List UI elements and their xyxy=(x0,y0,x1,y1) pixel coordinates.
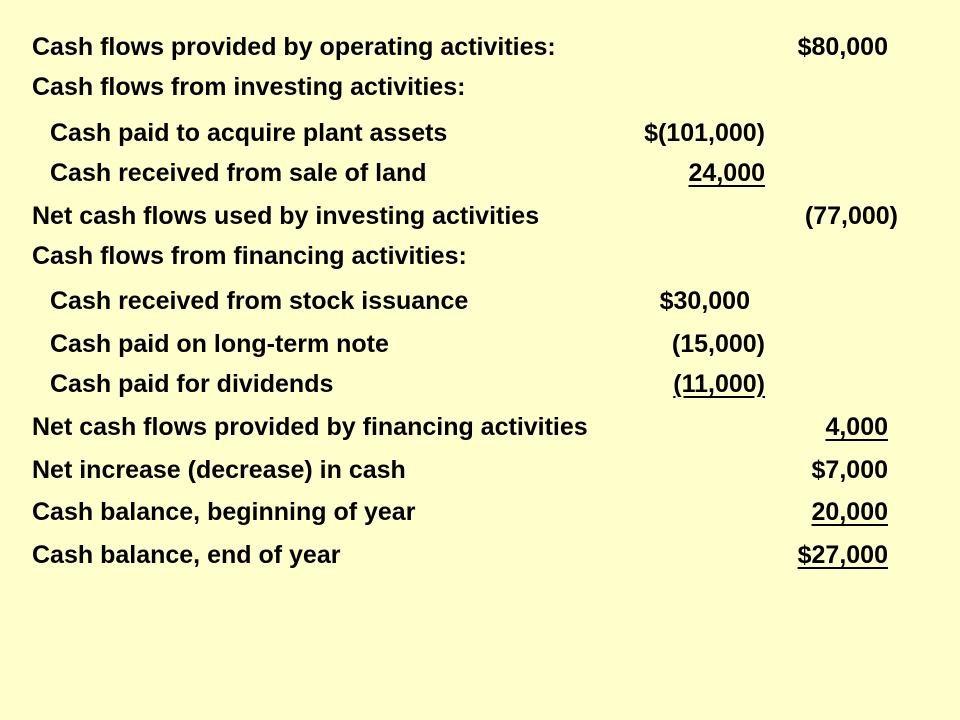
sale-of-land-amount: 24,000 xyxy=(688,159,765,187)
net-investing-label: Net cash flows used by investing activities xyxy=(32,202,540,230)
long-term-note-row xyxy=(0,324,960,364)
beginning-balance-amount: 20,000 xyxy=(811,498,888,526)
stock-issuance-row xyxy=(0,281,960,321)
net-change-amount: $7,000 xyxy=(811,456,888,484)
ending-balance-amount: $27,000 xyxy=(797,541,888,569)
sale-of-land-row xyxy=(0,153,960,193)
net-financing-label: Net cash flows provided by financing activities xyxy=(32,413,588,441)
dividends-label: Cash paid for dividends xyxy=(50,370,334,398)
net-change-row xyxy=(0,450,960,490)
net-financing-amount: 4,000 xyxy=(825,413,888,441)
stock-issuance-label: Cash received from stock issuance xyxy=(50,287,469,315)
financing-activities-header-row xyxy=(0,236,960,276)
beginning-balance-row xyxy=(0,492,960,532)
net-investing-row xyxy=(0,196,960,236)
ending-balance-label: Cash balance, end of year xyxy=(32,541,341,569)
dividends-amount: (11,000) xyxy=(673,370,765,398)
plant-assets-row xyxy=(0,113,960,153)
long-term-note-label: Cash paid on long-term note xyxy=(50,330,389,358)
stock-issuance-amount: $30,000 xyxy=(659,287,750,315)
net-financing-row xyxy=(0,407,960,447)
financing-activities-header: Cash flows from financing activities: xyxy=(32,242,467,270)
investing-activities-header: Cash flows from investing activities: xyxy=(32,73,466,101)
beginning-balance-label: Cash balance, beginning of year xyxy=(32,498,416,526)
sale-of-land-label: Cash received from sale of land xyxy=(50,159,427,187)
ending-balance-row xyxy=(0,535,960,575)
plant-assets-amount: $(101,000) xyxy=(644,119,765,147)
operating-activities-row xyxy=(0,27,960,67)
plant-assets-label: Cash paid to acquire plant assets xyxy=(50,119,448,147)
operating-activities-label: Cash flows provided by operating activities: xyxy=(32,33,556,61)
investing-activities-header-row xyxy=(0,67,960,107)
operating-activities-amount: $80,000 xyxy=(797,33,888,61)
net-change-label: Net increase (decrease) in cash xyxy=(32,456,406,484)
dividends-row xyxy=(0,364,960,404)
net-investing-amount: (77,000) xyxy=(804,202,898,230)
long-term-note-amount: (15,000) xyxy=(671,330,765,358)
